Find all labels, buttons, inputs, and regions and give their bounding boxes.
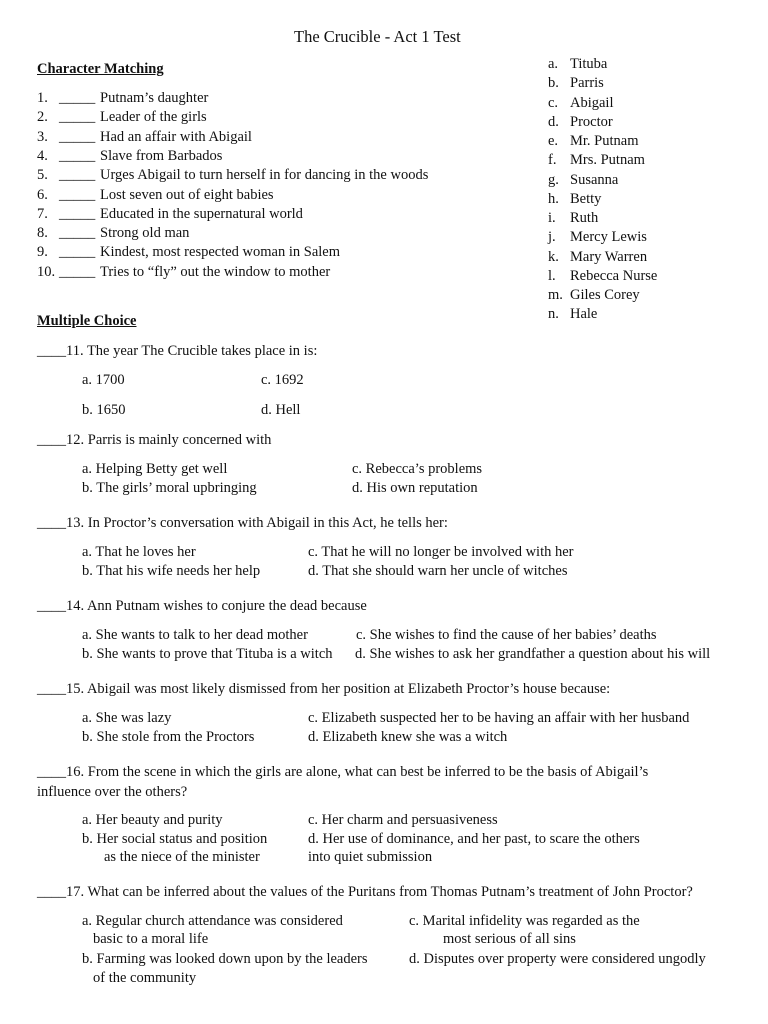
q12-option-c: c. Rebecca’s problems (352, 461, 483, 477)
item-number: 3. (37, 129, 48, 145)
choice-item (548, 56, 608, 72)
choice-name: Hale (570, 306, 598, 322)
choice-letter: d. (548, 114, 559, 130)
q13-option-d: d. That she should warn her uncle of witches (308, 563, 568, 579)
item-text: Putnam’s daughter (100, 90, 209, 106)
q16-option-b-continued: as the niece of the minister (104, 849, 260, 865)
choice-letter: n. (548, 306, 559, 322)
section-heading-multiple-choice: Multiple Choice (37, 313, 137, 329)
choice-letter: m. (548, 287, 563, 303)
q11-option-a: a. 1700 (82, 372, 125, 388)
item-number: 5. (37, 167, 48, 183)
question-13: ____13. In Proctor’s conversation with Abigail in this Act, he tells her: (37, 515, 448, 531)
answer-blank[interactable]: _____ (59, 148, 96, 164)
q17-option-c: c. Marital infidelity was regarded as the (409, 913, 640, 929)
q15-option-c: c. Elizabeth suspected her to be having an affair with her husband (308, 710, 690, 726)
q16-option-c: c. Her charm and persuasiveness (308, 812, 498, 828)
question-16: ____16. From the scene in which the girls are alone, what can best be inferred to be the basis of Abigail’s (37, 764, 649, 780)
question-17: ____17. What can be inferred about the values of the Puritans from Thomas Putnam’s treatment of John Proctor? (37, 884, 693, 900)
question-16-continued: influence over the others? (37, 784, 188, 800)
q16-option-d-continued: into quiet submission (308, 849, 433, 865)
choice-name: Proctor (570, 114, 613, 130)
q17-option-b: b. Farming was looked down upon by the leaders (82, 951, 368, 967)
choice-name: Tituba (570, 56, 608, 72)
matching-item (37, 187, 274, 203)
q11-option-c: c. 1692 (261, 372, 304, 388)
item-number: 2. (37, 109, 48, 125)
item-text: Lost seven out of eight babies (100, 187, 274, 203)
choice-letter: g. (548, 172, 559, 188)
choice-letter: b. (548, 75, 559, 91)
q11-option-b: b. 1650 (82, 402, 126, 418)
q12-option-d: d. His own reputation (352, 480, 478, 496)
q16-option-d: d. Her use of dominance, and her past, to scare the others (308, 831, 640, 847)
choice-letter: c. (548, 95, 559, 111)
item-text: Tries to “fly” out the window to mother (100, 264, 331, 280)
item-text: Urges Abigail to turn herself in for dancing in the woods (100, 167, 429, 183)
choice-name: Mrs. Putnam (570, 152, 645, 168)
answer-blank[interactable]: _____ (59, 167, 96, 183)
choice-item (548, 75, 604, 91)
q13-option-a: a. That he loves her (82, 544, 196, 560)
item-number: 9. (37, 244, 48, 260)
choice-name: Abigail (570, 95, 614, 111)
answer-blank[interactable]: _____ (59, 206, 96, 222)
choice-letter: i. (548, 210, 556, 226)
choice-name: Rebecca Nurse (570, 268, 658, 284)
choice-letter: k. (548, 249, 559, 265)
item-text: Slave from Barbados (100, 148, 223, 164)
q17-option-b-continued: of the community (93, 970, 197, 986)
q15-option-d: d. Elizabeth knew she was a witch (308, 729, 508, 745)
item-number: 10. (37, 264, 56, 280)
choice-name: Giles Corey (570, 287, 640, 303)
item-text: Had an affair with Abigail (100, 129, 252, 145)
q17-option-d: d. Disputes over property were considered ungodly (409, 951, 706, 967)
choice-name: Mary Warren (570, 249, 648, 265)
choice-item (548, 229, 647, 245)
choice-letter: a. (548, 56, 559, 72)
choice-name: Betty (570, 191, 602, 207)
matching-item (37, 109, 207, 125)
choice-item (548, 133, 639, 149)
answer-blank[interactable]: _____ (59, 225, 96, 241)
question-12: ____12. Parris is mainly concerned with (37, 432, 272, 448)
choice-item (548, 152, 645, 168)
answer-blank[interactable]: _____ (59, 187, 96, 203)
choice-name: Mr. Putnam (570, 133, 639, 149)
matching-item (37, 148, 223, 164)
item-number: 8. (37, 225, 48, 241)
choice-name: Susanna (570, 172, 619, 188)
section-heading-matching: Character Matching (37, 61, 164, 77)
q16-option-b: b. Her social status and position (82, 831, 268, 847)
choice-letter: e. (548, 133, 559, 149)
item-text: Strong old man (100, 225, 190, 241)
page-title: The Crucible - Act 1 Test (294, 27, 461, 46)
q14-option-c: c. She wishes to find the cause of her babies’ deaths (356, 627, 657, 643)
choice-letter: h. (548, 191, 559, 207)
matching-item (37, 264, 331, 280)
matching-item (37, 206, 303, 222)
item-number: 7. (37, 206, 48, 222)
item-text: Educated in the supernatural world (100, 206, 303, 222)
q15-option-b: b. She stole from the Proctors (82, 729, 255, 745)
answer-blank[interactable]: _____ (59, 109, 96, 125)
q13-option-b: b. That his wife needs her help (82, 563, 261, 579)
choice-item (548, 306, 598, 322)
q12-option-a: a. Helping Betty get well (82, 461, 228, 477)
answer-blank[interactable]: _____ (59, 264, 96, 280)
q14-option-d: d. She wishes to ask her grandfather a question about his will (355, 646, 711, 662)
choice-name: Parris (570, 75, 604, 91)
answer-blank[interactable]: _____ (59, 244, 96, 260)
question-15: ____15. Abigail was most likely dismissed from her position at Elizabeth Proctor’s house because: (37, 681, 611, 697)
item-text: Leader of the girls (100, 109, 207, 125)
choice-item (548, 191, 602, 207)
choice-item (548, 287, 640, 303)
item-number: 1. (37, 90, 48, 106)
choice-item (548, 95, 614, 111)
choice-letter: j. (548, 229, 556, 245)
choice-name: Mercy Lewis (570, 229, 647, 245)
choice-item (548, 172, 619, 188)
answer-blank[interactable]: _____ (59, 129, 96, 145)
q17-option-a: a. Regular church attendance was considered (82, 913, 343, 929)
q16-option-a: a. Her beauty and purity (82, 812, 223, 828)
q17-option-c-continued: most serious of all sins (443, 931, 576, 947)
item-number: 4. (37, 148, 48, 164)
q13-option-c: c. That he will no longer be involved with her (308, 544, 574, 560)
choice-item (548, 249, 648, 265)
choice-item (548, 268, 658, 284)
q14-option-b: b. She wants to prove that Tituba is a witch (82, 646, 333, 662)
matching-item (37, 167, 429, 183)
choice-item (548, 210, 599, 226)
choice-name: Ruth (570, 210, 599, 226)
q17-option-a-continued: basic to a moral life (93, 931, 209, 947)
answer-blank[interactable]: _____ (59, 90, 96, 106)
choice-item (548, 114, 613, 130)
question-14: ____14. Ann Putnam wishes to conjure the dead because (37, 598, 367, 614)
q15-option-a: a. She was lazy (82, 710, 172, 726)
q14-option-a: a. She wants to talk to her dead mother (82, 627, 308, 643)
question-11: ____11. The year The Crucible takes place in is: (37, 343, 318, 359)
matching-item (37, 90, 209, 106)
matching-item (37, 225, 190, 241)
matching-item (37, 129, 252, 145)
choice-letter: f. (548, 152, 557, 168)
item-number: 6. (37, 187, 48, 203)
matching-item (37, 244, 341, 260)
choice-letter: l. (548, 268, 556, 284)
q11-option-d: d. Hell (261, 402, 301, 418)
q12-option-b: b. The girls’ moral upbringing (82, 480, 257, 496)
item-text: Kindest, most respected woman in Salem (100, 244, 341, 260)
